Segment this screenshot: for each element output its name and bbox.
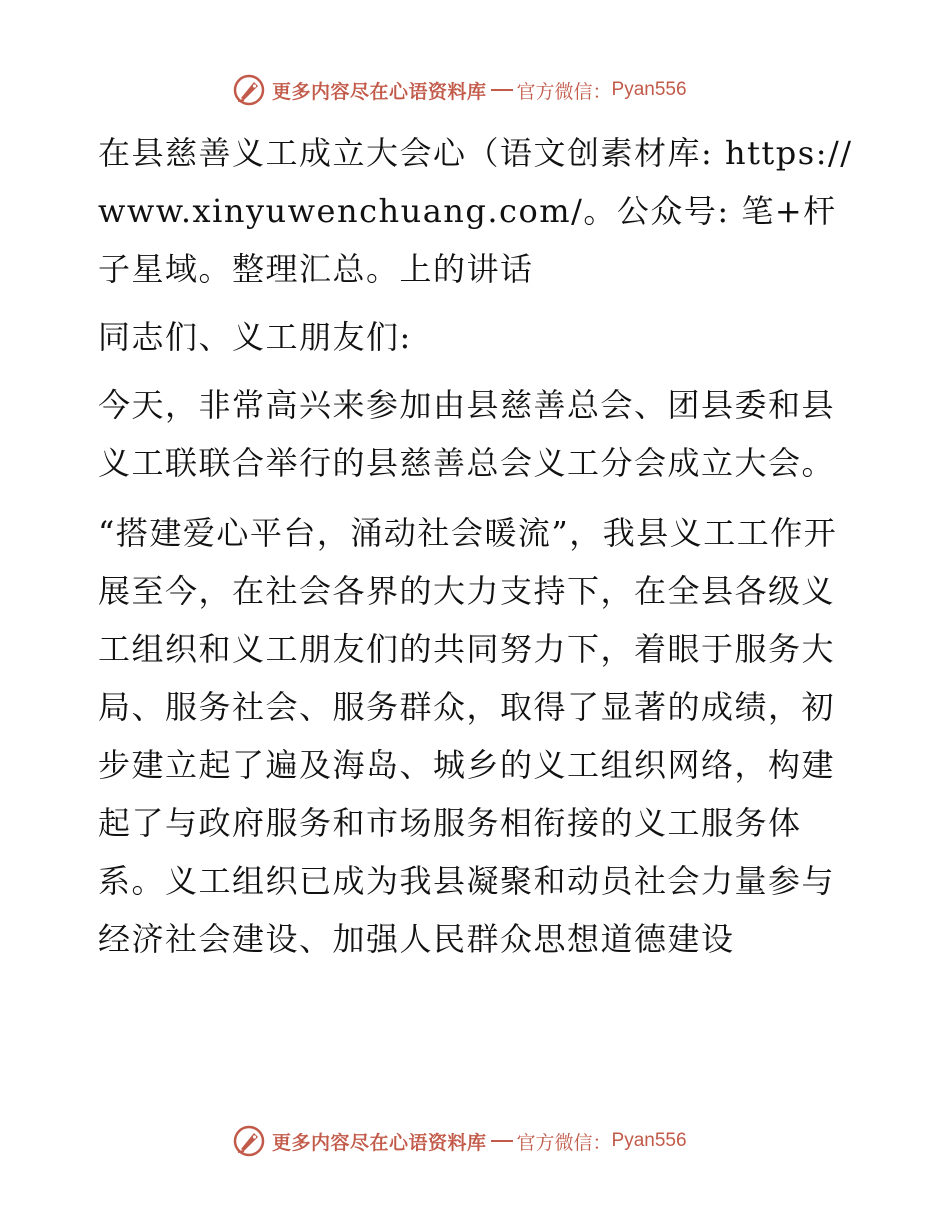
header-dash-divider: [491, 89, 513, 91]
footer-wechat-id: Pyan556: [611, 1130, 687, 1151]
document-title: 在县慈善义工成立大会心（语文创素材库: https://www.xinyuwenchuang.com/。公众号: 笔+杆子星域。整理汇总。上的讲话: [98, 134, 853, 288]
pen-nib-logo-icon: [232, 73, 266, 107]
footer-wechat-label: 官方微信：: [516, 1131, 612, 1154]
header-wechat-id: Pyan556: [611, 79, 687, 100]
footer-watermark-banner: [232, 1123, 712, 1159]
footer-dash-divider: [491, 1140, 513, 1142]
document-greeting: 同志们、义工朋友们:: [98, 318, 412, 356]
footer-brand-text: 更多内容尽在心语资料库: [272, 1131, 487, 1154]
header-wechat-label: 官方微信：: [516, 80, 612, 103]
document-paragraph-2: “搭建爱心平台，涌动社会暖流”，我县义工工作开展至今，在社会各界的大力支持下，在全县各级义工组织和义工朋友们的共同努力下，着眼于服务大局、服务社会、服务群众，取得了显著的成绩，初步建立起了遍及海岛、城乡的义工组织网络，构建起了与政府服务和市场服务相衔接的义工服务体系。义工组织已成为我县凝聚和动员社会力量参与经济社会建设、加强人民群众思想道德建设: [98, 514, 838, 958]
pen-nib-logo-icon: [232, 1124, 266, 1158]
document-body: [98, 124, 858, 968]
header-brand-text: 更多内容尽在心语资料库: [272, 80, 487, 103]
header-watermark-banner: [232, 72, 712, 108]
document-paragraph-1: 今天，非常高兴来参加由县慈善总会、团县委和县义工联联合举行的县慈善总会义工分会成立大会。: [98, 386, 836, 482]
